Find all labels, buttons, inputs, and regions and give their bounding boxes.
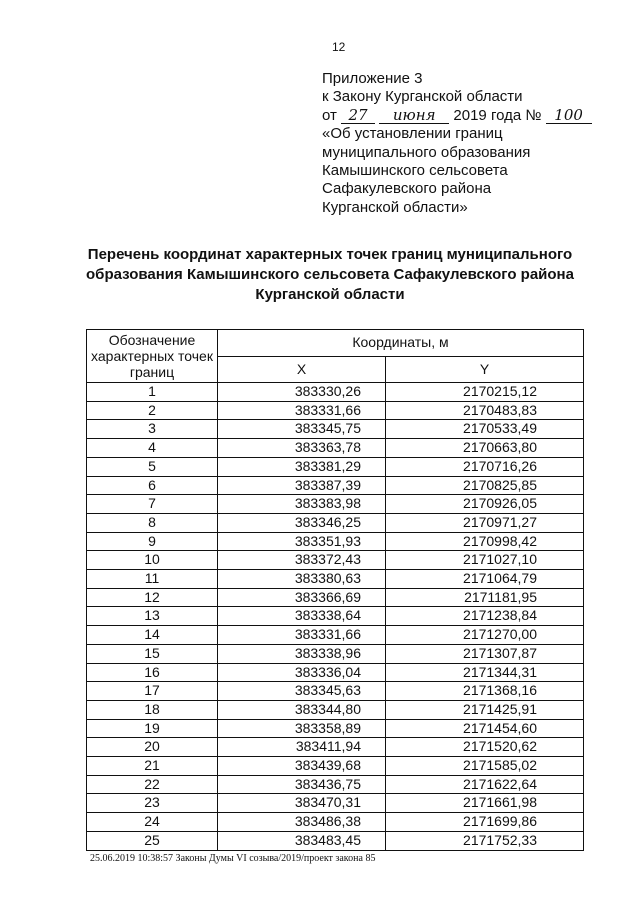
appendix-law-ref: к Закону Курганской области — [322, 88, 523, 106]
y-coordinate-cell: 2171368,16 — [386, 682, 584, 701]
table-row — [87, 626, 584, 645]
point-number-cell: 4 — [87, 439, 218, 458]
y-coordinate-cell: 2171661,98 — [386, 794, 584, 813]
header-y: Y — [386, 356, 584, 383]
x-coordinate-cell: 383331,66 — [218, 626, 386, 645]
header-point-designation: Обозначение характерных точек границ — [87, 330, 218, 383]
y-coordinate-cell: 2171622,64 — [386, 775, 584, 794]
point-number-cell: 11 — [87, 570, 218, 589]
table-row — [87, 495, 584, 514]
point-number-cell: 10 — [87, 551, 218, 570]
table-row — [87, 682, 584, 701]
x-coordinate-cell: 383366,69 — [218, 588, 386, 607]
point-number-cell: 15 — [87, 644, 218, 663]
y-coordinate-cell: 2171585,02 — [386, 757, 584, 776]
x-coordinate-cell: 383344,80 — [218, 700, 386, 719]
y-coordinate-cell: 2171520,62 — [386, 738, 584, 757]
x-coordinate-cell: 383483,45 — [218, 831, 386, 850]
point-number-cell: 21 — [87, 757, 218, 776]
point-number-cell: 1 — [87, 383, 218, 402]
y-coordinate-cell: 2170716,26 — [386, 457, 584, 476]
y-coordinate-cell: 2171454,60 — [386, 719, 584, 738]
appendix-ot: от — [322, 106, 337, 124]
table-row — [87, 644, 584, 663]
x-coordinate-cell: 383338,96 — [218, 644, 386, 663]
point-number-cell: 18 — [87, 700, 218, 719]
x-coordinate-cell: 383330,26 — [218, 383, 386, 402]
appendix-block — [322, 70, 622, 217]
y-coordinate-cell: 2170483,83 — [386, 401, 584, 420]
x-coordinate-cell: 383383,98 — [218, 495, 386, 514]
appendix-year: 2019 года № — [453, 106, 542, 124]
appendix-law-title-1: «Об установлении границ — [322, 125, 503, 143]
table-row — [87, 700, 584, 719]
coordinates-table — [86, 329, 584, 851]
x-coordinate-cell: 383338,64 — [218, 607, 386, 626]
x-coordinate-cell: 383436,75 — [218, 775, 386, 794]
appendix-date-line — [322, 107, 622, 125]
y-coordinate-cell: 2170971,27 — [386, 513, 584, 532]
x-coordinate-cell: 383372,43 — [218, 551, 386, 570]
appendix-law-title-3: Камышинского сельсовета — [322, 162, 508, 180]
point-number-cell: 7 — [87, 495, 218, 514]
x-coordinate-cell: 383336,04 — [218, 663, 386, 682]
handwritten-day: 27 — [341, 107, 375, 124]
point-number-cell: 6 — [87, 476, 218, 495]
x-coordinate-cell: 383411,94 — [218, 738, 386, 757]
table-row — [87, 738, 584, 757]
table-row — [87, 831, 584, 850]
table-row — [87, 476, 584, 495]
coordinates-table-body — [87, 383, 584, 851]
point-number-cell: 22 — [87, 775, 218, 794]
appendix-law-title-2: муниципального образования — [322, 143, 531, 161]
y-coordinate-cell: 2170215,12 — [386, 383, 584, 402]
y-coordinate-cell: 2171181,95 — [386, 588, 584, 607]
page-number: 12 — [332, 40, 346, 54]
table-row — [87, 775, 584, 794]
x-coordinate-cell: 383345,63 — [218, 682, 386, 701]
x-coordinate-cell: 383358,89 — [218, 719, 386, 738]
document-title: Перечень координат характерных точек границ муниципального образования Камышинского сельсовета Сафакулевского района Курганской области — [86, 246, 574, 303]
y-coordinate-cell: 2171425,91 — [386, 700, 584, 719]
x-coordinate-cell: 383470,31 — [218, 794, 386, 813]
table-row — [87, 794, 584, 813]
point-number-cell: 12 — [87, 588, 218, 607]
point-number-cell: 2 — [87, 401, 218, 420]
table-row — [87, 401, 584, 420]
point-number-cell: 8 — [87, 513, 218, 532]
table-row — [87, 532, 584, 551]
appendix-law-title-5: Курганской области» — [322, 198, 468, 216]
x-coordinate-cell: 383331,66 — [218, 401, 386, 420]
point-number-cell: 13 — [87, 607, 218, 626]
point-number-cell: 23 — [87, 794, 218, 813]
y-coordinate-cell: 2171307,87 — [386, 644, 584, 663]
table-row — [87, 383, 584, 402]
appendix-title: Приложение 3 — [322, 70, 423, 87]
point-number-cell: 19 — [87, 719, 218, 738]
x-coordinate-cell: 383346,25 — [218, 513, 386, 532]
table-row — [87, 420, 584, 439]
x-coordinate-cell: 383380,63 — [218, 570, 386, 589]
x-coordinate-cell: 383381,29 — [218, 457, 386, 476]
table-row — [87, 551, 584, 570]
appendix-law-title-4: Сафакулевского района — [322, 180, 492, 198]
point-number-cell: 16 — [87, 663, 218, 682]
table-row — [87, 757, 584, 776]
x-coordinate-cell: 383363,78 — [218, 439, 386, 458]
table-row — [87, 439, 584, 458]
footer-path: 25.06.2019 10:38:57 Законы Думы VI созыва/2019/проект закона 85 — [90, 853, 376, 864]
x-coordinate-cell: 383439,68 — [218, 757, 386, 776]
header-coordinates: Координаты, м — [218, 330, 584, 357]
table-row — [87, 607, 584, 626]
point-number-cell: 25 — [87, 831, 218, 850]
handwritten-month: июня — [379, 107, 449, 124]
table-row — [87, 588, 584, 607]
y-coordinate-cell: 2170533,49 — [386, 420, 584, 439]
y-coordinate-cell: 2170663,80 — [386, 439, 584, 458]
y-coordinate-cell: 2170998,42 — [386, 532, 584, 551]
point-number-cell: 9 — [87, 532, 218, 551]
table-row — [87, 457, 584, 476]
y-coordinate-cell: 2171752,33 — [386, 831, 584, 850]
header-x: X — [218, 356, 386, 383]
table-row — [87, 663, 584, 682]
point-number-cell: 24 — [87, 813, 218, 832]
x-coordinate-cell: 383387,39 — [218, 476, 386, 495]
handwritten-number: 100 — [546, 107, 592, 124]
x-coordinate-cell: 383486,38 — [218, 813, 386, 832]
y-coordinate-cell: 2171699,86 — [386, 813, 584, 832]
table-row — [87, 570, 584, 589]
y-coordinate-cell: 2170825,85 — [386, 476, 584, 495]
point-number-cell: 20 — [87, 738, 218, 757]
point-number-cell: 5 — [87, 457, 218, 476]
y-coordinate-cell: 2171238,84 — [386, 607, 584, 626]
table-row — [87, 719, 584, 738]
y-coordinate-cell: 2171027,10 — [386, 551, 584, 570]
point-number-cell: 14 — [87, 626, 218, 645]
point-number-cell: 17 — [87, 682, 218, 701]
table-row — [87, 813, 584, 832]
y-coordinate-cell: 2171270,00 — [386, 626, 584, 645]
point-number-cell: 3 — [87, 420, 218, 439]
table-row — [87, 513, 584, 532]
y-coordinate-cell: 2171344,31 — [386, 663, 584, 682]
x-coordinate-cell: 383351,93 — [218, 532, 386, 551]
x-coordinate-cell: 383345,75 — [218, 420, 386, 439]
y-coordinate-cell: 2170926,05 — [386, 495, 584, 514]
y-coordinate-cell: 2171064,79 — [386, 570, 584, 589]
